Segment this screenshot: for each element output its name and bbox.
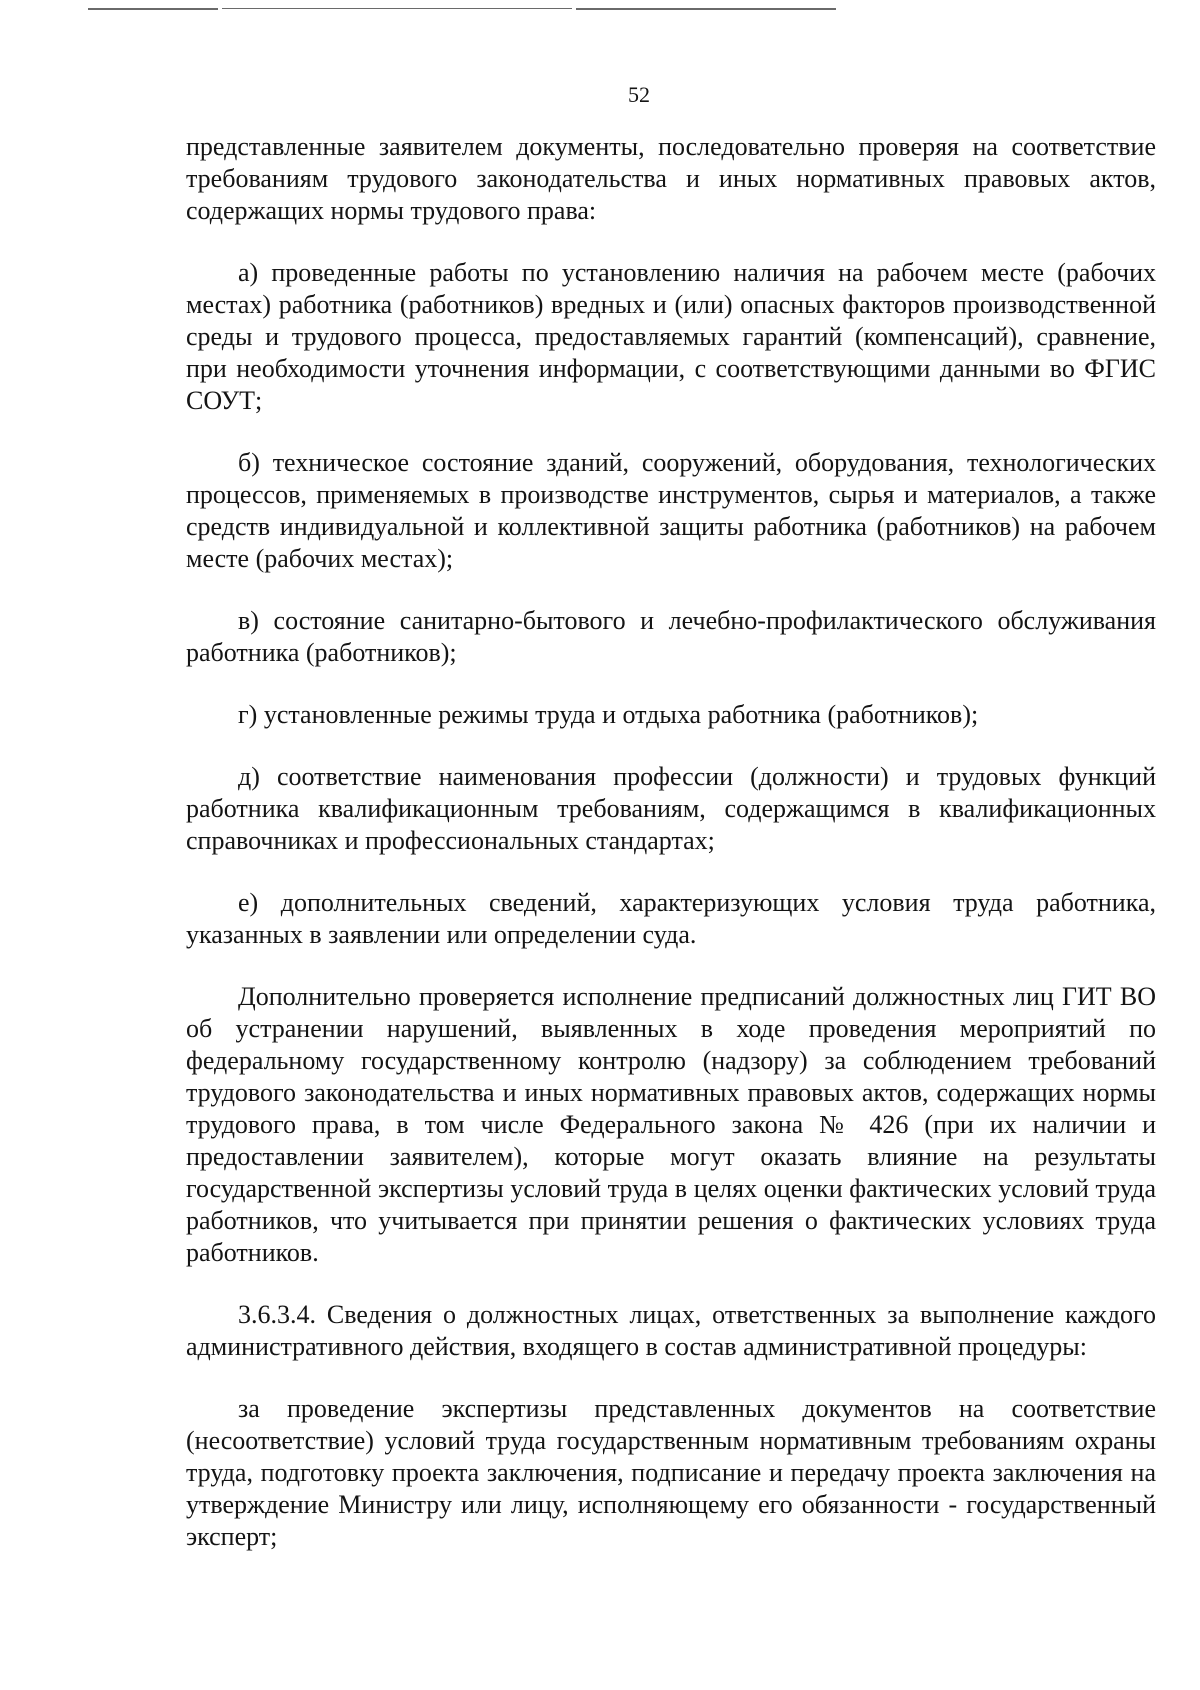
paragraph-additional-check: Дополнительно проверяется исполнение предписаний должностных лиц ГИТ ВО об устранении нарушений, выявленных в ходе проведения мероприятий по федеральному государственному контролю (надзору) за соблюдением требований трудового законодательства и иных нормативных правовых актов, содержащих нормы трудового права, в том числе Федерального закона № 426 (при их наличии и предоставлении заявителем), которые могут оказать влияние на результаты государственной экспертизы условий труда в целях оценки фактических условий труда работников, что учитывается при принятии решения о фактических условиях труда работников. <box>186 982 1156 1267</box>
paragraph-intro-continuation: представленные заявителем документы, последовательно проверяя на соответствие требованиям трудового законодательства и иных нормативных правовых актов, содержащих нормы трудового права: <box>186 132 1156 225</box>
list-item-g: г) установленные режимы труда и отдыха работника (работников); <box>238 700 979 729</box>
scan-edge-line <box>222 8 572 9</box>
list-item-a: а) проведенные работы по установлению наличия на рабочем месте (рабочих местах) работника (работников) вредных и (или) опасных факторов производственной среды и трудового процесса, предоставляемых гарантий (компенсаций), сравнение, при необходимости уточнения информации, с соответствующими данными во ФГИС СОУТ; <box>186 258 1156 415</box>
page-number: 52 <box>628 82 650 107</box>
document-body <box>186 131 1156 1583</box>
scan-edge-line <box>576 8 836 10</box>
list-item-e: е) дополнительных сведений, характеризующих условия труда работника, указанных в заявлении или определении суда. <box>186 888 1156 949</box>
list-item-v: в) состояние санитарно-бытового и лечебно-профилактического обслуживания работника (работников); <box>186 606 1156 667</box>
section-3-6-3-4: 3.6.3.4. Сведения о должностных лицах, ответственных за выполнение каждого административного действия, входящего в состав административной процедуры: <box>186 1300 1156 1361</box>
paragraph-responsible-expert: за проведение экспертизы представленных документов на соответствие (несоответствие) условий труда государственным нормативным требованиям охраны труда, подготовку проекта заключения, подписание и передачу проекта заключения на утверждение Министру или лицу, исполняющему его обязанности - государственный эксперт; <box>186 1394 1156 1551</box>
list-item-d: д) соответствие наименования профессии (должности) и трудовых функций работника квалификационным требованиям, содержащимся в квалификационных справочниках и профессиональных стандартах; <box>186 762 1156 855</box>
list-item-b: б) техническое состояние зданий, сооружений, оборудования, технологических процессов, применяемых в производстве инструментов, сырья и материалов, а также средств индивидуальной и коллективной защиты работника (работников) на рабочем месте (рабочих местах); <box>186 448 1156 573</box>
scan-edge-line <box>88 8 218 10</box>
